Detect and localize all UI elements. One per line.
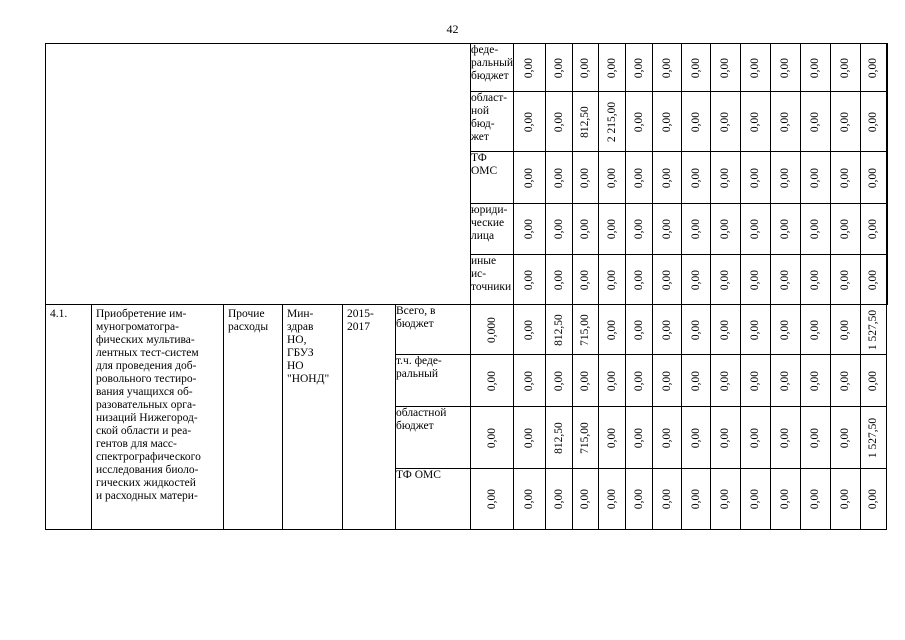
value-cell xyxy=(625,407,652,469)
value-cell xyxy=(830,204,860,255)
value-cell xyxy=(545,44,572,92)
value-cell xyxy=(572,255,598,305)
value-text: 0,00 xyxy=(660,370,673,391)
value-text: 0,00 xyxy=(552,218,565,240)
value-cell xyxy=(860,407,886,469)
value-text: 0,00 xyxy=(779,319,792,340)
value-cell xyxy=(770,469,800,530)
value-cell xyxy=(770,407,800,469)
value-cell xyxy=(800,407,830,469)
value-text: 0,00 xyxy=(779,111,792,132)
value-cell xyxy=(471,305,514,355)
value-cell xyxy=(740,92,770,152)
value-text: 0,00 xyxy=(689,427,702,448)
value-text: 0,00 xyxy=(809,488,822,510)
value-text: 0,00 xyxy=(660,269,673,290)
value-text: 812,50 xyxy=(552,421,565,454)
value-cell xyxy=(572,305,598,355)
value-cell xyxy=(545,255,572,305)
value-text: 0,00 xyxy=(839,427,852,448)
value-text: 0,00 xyxy=(719,319,732,340)
value-text: 0,00 xyxy=(523,488,536,510)
period: 2015- 2017 xyxy=(347,308,374,333)
value-text: 0,00 xyxy=(689,57,702,78)
value-cell xyxy=(513,407,545,469)
value-text: 0,00 xyxy=(719,370,732,391)
value-text: 0,00 xyxy=(579,57,592,78)
value-cell xyxy=(625,44,652,92)
value-cell xyxy=(800,92,830,152)
page-number: 42 xyxy=(446,22,459,36)
value-text: 0,00 xyxy=(867,488,880,510)
value-text xyxy=(886,167,887,187)
value-cell xyxy=(800,469,830,530)
value-cell xyxy=(740,469,770,530)
value-cell xyxy=(652,305,681,355)
value-cell xyxy=(886,92,887,152)
value-text: 0,00 xyxy=(632,488,645,510)
value-cell xyxy=(830,255,860,305)
value-cell xyxy=(740,44,770,92)
value-text: 0,00 xyxy=(523,269,536,290)
value-cell xyxy=(740,255,770,305)
value-text: 0,000 xyxy=(485,316,498,343)
value-cell xyxy=(830,469,860,530)
merged-blank-cell xyxy=(46,44,471,305)
value-cell xyxy=(625,92,652,152)
value-text: 715,00 xyxy=(579,313,592,346)
value-text: 0,00 xyxy=(719,111,732,132)
value-cell xyxy=(625,305,652,355)
value-cell xyxy=(513,152,545,204)
value-cell xyxy=(681,255,710,305)
value-cell xyxy=(830,92,860,152)
value-text xyxy=(886,269,887,289)
value-text: 0,00 xyxy=(689,488,702,510)
value-text: 0,00 xyxy=(485,370,498,391)
value-text: 1 527,50 xyxy=(867,417,880,458)
value-cell xyxy=(652,204,681,255)
value-text: 812,50 xyxy=(552,313,565,346)
value-text: 0,00 xyxy=(632,427,645,448)
value-text: 0,00 xyxy=(809,370,822,391)
value-cell xyxy=(652,92,681,152)
funding-source-label: областной бюджет xyxy=(396,407,447,432)
value-cell xyxy=(710,255,740,305)
value-text: 0,00 xyxy=(809,427,822,448)
value-text: 0,00 xyxy=(719,427,732,448)
value-text: 0,00 xyxy=(867,218,880,240)
value-text: 0,00 xyxy=(579,167,592,188)
value-cell xyxy=(740,152,770,204)
value-cell xyxy=(652,469,681,530)
value-text: 0,00 xyxy=(839,488,852,510)
value-cell xyxy=(860,355,886,407)
table-row xyxy=(46,44,888,92)
value-cell xyxy=(740,204,770,255)
value-cell xyxy=(572,355,598,407)
value-cell xyxy=(886,44,887,92)
executor-cell xyxy=(283,305,343,530)
value-cell xyxy=(770,44,800,92)
value-text: 812,50 xyxy=(579,105,592,138)
value-text: 0,00 xyxy=(749,57,762,78)
value-cell xyxy=(513,92,545,152)
value-text: 0,00 xyxy=(809,111,822,132)
value-text: 0,00 xyxy=(779,57,792,78)
value-cell xyxy=(710,152,740,204)
value-cell xyxy=(886,152,887,204)
value-text: 0,00 xyxy=(632,370,645,391)
value-text: 0,00 xyxy=(605,167,618,188)
funding-source-label: ТФ ОМС xyxy=(396,469,441,481)
funding-source-label: феде- ральный бюджет xyxy=(471,44,513,82)
value-text: 0,00 xyxy=(809,167,822,188)
value-cell xyxy=(770,305,800,355)
value-text: 0,00 xyxy=(605,57,618,78)
funding-source-cell xyxy=(471,152,514,204)
value-cell xyxy=(598,44,625,92)
value-cell xyxy=(652,44,681,92)
value-cell xyxy=(545,355,572,407)
value-cell xyxy=(598,407,625,469)
value-text: 0,00 xyxy=(809,319,822,340)
value-text xyxy=(886,219,887,239)
item-number-cell xyxy=(46,305,92,530)
value-text: 0,00 xyxy=(867,111,880,132)
value-text: 0,00 xyxy=(660,57,673,78)
value-text: 0,00 xyxy=(719,488,732,510)
value-text: 715,00 xyxy=(579,421,592,454)
value-cell xyxy=(740,355,770,407)
executor: Мин- здрав НО, ГБУЗ НО "НОНД" xyxy=(287,308,330,385)
value-text: 0,00 xyxy=(779,370,792,391)
value-cell xyxy=(770,255,800,305)
value-text: 0,00 xyxy=(719,57,732,78)
value-cell xyxy=(513,305,545,355)
value-cell xyxy=(598,152,625,204)
value-text: 0,00 xyxy=(749,370,762,391)
value-text: 0,00 xyxy=(632,269,645,290)
value-cell xyxy=(860,44,886,92)
value-text: 0,00 xyxy=(605,218,618,240)
value-cell xyxy=(800,305,830,355)
value-cell xyxy=(572,407,598,469)
value-text: 0,00 xyxy=(660,218,673,240)
value-cell xyxy=(740,407,770,469)
value-cell xyxy=(598,204,625,255)
value-cell xyxy=(830,152,860,204)
funding-source-cell xyxy=(396,407,471,469)
value-text: 0,00 xyxy=(689,167,702,188)
value-cell xyxy=(886,255,887,305)
value-cell xyxy=(860,92,886,152)
value-text: 0,00 xyxy=(749,319,762,340)
value-text: 0,00 xyxy=(523,111,536,132)
value-cell xyxy=(572,92,598,152)
value-cell xyxy=(681,204,710,255)
value-text: 0,00 xyxy=(839,319,852,340)
value-cell xyxy=(513,204,545,255)
funding-source-cell xyxy=(471,92,514,152)
value-cell xyxy=(681,152,710,204)
value-text: 0,00 xyxy=(839,111,852,132)
value-text: 0,00 xyxy=(632,218,645,240)
value-cell xyxy=(625,255,652,305)
value-cell xyxy=(830,355,860,407)
value-text: 0,00 xyxy=(632,111,645,132)
funding-source-label: област- ной бюд- жет xyxy=(471,92,508,143)
value-cell xyxy=(770,204,800,255)
value-text: 0,00 xyxy=(523,57,536,78)
value-cell xyxy=(770,355,800,407)
value-text: 0,00 xyxy=(523,167,536,188)
value-cell xyxy=(860,305,886,355)
value-text: 0,00 xyxy=(867,370,880,391)
funding-source-cell xyxy=(471,44,514,92)
value-cell xyxy=(652,152,681,204)
expense-type: Прочие расходы xyxy=(228,308,269,333)
value-cell xyxy=(710,204,740,255)
value-cell xyxy=(681,44,710,92)
value-cell xyxy=(471,355,514,407)
value-text: 0,00 xyxy=(839,269,852,290)
value-cell xyxy=(652,407,681,469)
value-text: 0,00 xyxy=(779,427,792,448)
value-text: 0,00 xyxy=(660,319,673,340)
value-text: 1 527,50 xyxy=(867,309,880,350)
value-cell xyxy=(710,355,740,407)
value-text: 0,00 xyxy=(779,167,792,188)
table-row xyxy=(46,305,888,355)
funding-source-cell xyxy=(396,355,471,407)
value-cell xyxy=(513,469,545,530)
value-cell xyxy=(710,469,740,530)
value-cell xyxy=(471,469,514,530)
value-text: 0,00 xyxy=(660,427,673,448)
funding-source-label: иные ис- точники xyxy=(471,255,512,293)
value-text: 0,00 xyxy=(605,269,618,290)
value-text: 0,00 xyxy=(523,218,536,240)
value-cell xyxy=(598,355,625,407)
period-cell xyxy=(343,305,396,530)
value-cell xyxy=(800,204,830,255)
value-cell xyxy=(800,44,830,92)
value-text: 0,00 xyxy=(779,269,792,290)
value-cell xyxy=(886,204,887,255)
item-name-cell xyxy=(92,305,224,530)
value-cell xyxy=(770,92,800,152)
value-cell xyxy=(545,469,572,530)
value-cell xyxy=(740,305,770,355)
funding-source-cell xyxy=(471,204,514,255)
value-text: 0,00 xyxy=(839,167,852,188)
value-cell xyxy=(681,469,710,530)
value-text: 0,00 xyxy=(605,319,618,340)
value-cell xyxy=(860,469,886,530)
value-text: 0,00 xyxy=(749,269,762,290)
value-cell xyxy=(652,255,681,305)
value-text: 0,00 xyxy=(749,111,762,132)
value-text: 0,00 xyxy=(689,111,702,132)
value-cell xyxy=(800,355,830,407)
value-cell xyxy=(625,469,652,530)
value-cell xyxy=(572,152,598,204)
funding-source-label: Всего, в бюджет xyxy=(396,305,436,330)
item-name: Приобретение им- муногроматогра- фических мультива- лентных тест-систем для проведения доб- ровольного тестиро- вания учащихся об- разовательных орга- низаций Нижегород- ской области и реа- гентов для масс- спектрографического исследования биоло- гических жидкостей и расходных матери- xyxy=(96,308,201,502)
value-text: 0,00 xyxy=(689,370,702,391)
value-text: 0,00 xyxy=(689,319,702,340)
value-text: 0,00 xyxy=(749,218,762,240)
value-text: 0,00 xyxy=(523,427,536,448)
value-text: 0,00 xyxy=(579,269,592,290)
value-text: 0,00 xyxy=(660,167,673,188)
value-text: 0,00 xyxy=(749,488,762,510)
value-cell xyxy=(625,355,652,407)
value-text: 0,00 xyxy=(779,488,792,510)
value-text: 0,00 xyxy=(719,269,732,290)
value-text: 0,00 xyxy=(660,111,673,132)
value-text: 0,00 xyxy=(749,427,762,448)
value-cell xyxy=(545,92,572,152)
funding-source-label: ТФ ОМС xyxy=(471,152,498,177)
value-text: 0,00 xyxy=(552,111,565,132)
funding-source-label: т.ч. феде- ральный xyxy=(396,355,442,380)
value-text: 0,00 xyxy=(689,269,702,290)
value-text: 0,00 xyxy=(660,488,673,510)
value-cell xyxy=(681,407,710,469)
value-cell xyxy=(860,204,886,255)
value-text: 0,00 xyxy=(523,319,536,340)
value-cell xyxy=(545,204,572,255)
value-text: 0,00 xyxy=(632,167,645,188)
value-text: 0,00 xyxy=(839,370,852,391)
value-text: 0,00 xyxy=(839,218,852,240)
value-cell xyxy=(471,407,514,469)
value-text: 0,00 xyxy=(605,488,618,510)
value-text: 0,00 xyxy=(552,370,565,391)
funding-source-cell xyxy=(396,305,471,355)
value-text: 0,00 xyxy=(719,167,732,188)
value-text: 0,00 xyxy=(689,218,702,240)
value-text: 0,00 xyxy=(632,57,645,78)
value-cell xyxy=(710,305,740,355)
value-text xyxy=(886,57,887,77)
value-cell xyxy=(572,469,598,530)
value-text: 0,00 xyxy=(579,370,592,391)
value-text: 0,00 xyxy=(552,167,565,188)
value-cell xyxy=(860,255,886,305)
value-cell xyxy=(572,44,598,92)
value-text: 0,00 xyxy=(605,427,618,448)
value-text: 0,00 xyxy=(552,488,565,510)
value-cell xyxy=(830,44,860,92)
value-text: 0,00 xyxy=(749,167,762,188)
value-text: 0,00 xyxy=(579,218,592,240)
value-cell xyxy=(513,44,545,92)
value-text: 0,00 xyxy=(552,269,565,290)
value-cell xyxy=(598,255,625,305)
value-cell xyxy=(830,407,860,469)
value-cell xyxy=(572,204,598,255)
value-text: 0,00 xyxy=(839,57,852,78)
value-text: 0,00 xyxy=(552,57,565,78)
value-text: 0,00 xyxy=(809,218,822,240)
value-cell xyxy=(545,407,572,469)
value-cell xyxy=(545,152,572,204)
value-text: 0,00 xyxy=(719,218,732,240)
expense-type-cell xyxy=(224,305,283,530)
value-text: 0,00 xyxy=(779,218,792,240)
value-text: 0,00 xyxy=(485,488,498,510)
funding-source-cell xyxy=(471,255,514,305)
value-cell xyxy=(513,255,545,305)
value-cell xyxy=(710,92,740,152)
value-cell xyxy=(800,255,830,305)
value-cell xyxy=(545,305,572,355)
value-cell xyxy=(598,305,625,355)
funding-source-cell xyxy=(396,469,471,530)
value-text: 2 215,00 xyxy=(605,101,618,142)
value-text: 0,00 xyxy=(523,370,536,391)
value-text: 0,00 xyxy=(485,427,498,448)
value-text: 0,00 xyxy=(867,57,880,78)
value-cell xyxy=(681,355,710,407)
item-number: 4.1. xyxy=(50,308,68,320)
budget-table xyxy=(45,43,888,530)
value-cell xyxy=(513,355,545,407)
value-cell xyxy=(598,469,625,530)
value-cell xyxy=(710,407,740,469)
funding-source-label: юриди- ческие лица xyxy=(471,204,508,242)
value-cell xyxy=(800,152,830,204)
value-cell xyxy=(830,305,860,355)
value-cell xyxy=(625,204,652,255)
value-cell xyxy=(860,152,886,204)
value-cell xyxy=(770,152,800,204)
value-text: 0,00 xyxy=(605,370,618,391)
value-cell xyxy=(710,44,740,92)
value-text xyxy=(886,101,887,141)
value-text: 0,00 xyxy=(809,57,822,78)
value-cell xyxy=(681,305,710,355)
value-cell xyxy=(681,92,710,152)
value-text: 0,00 xyxy=(867,167,880,188)
value-text: 0,00 xyxy=(809,269,822,290)
value-text: 0,00 xyxy=(579,488,592,510)
value-cell xyxy=(598,92,625,152)
value-cell xyxy=(625,152,652,204)
value-text: 0,00 xyxy=(632,319,645,340)
value-text: 0,00 xyxy=(867,269,880,290)
value-cell xyxy=(652,355,681,407)
